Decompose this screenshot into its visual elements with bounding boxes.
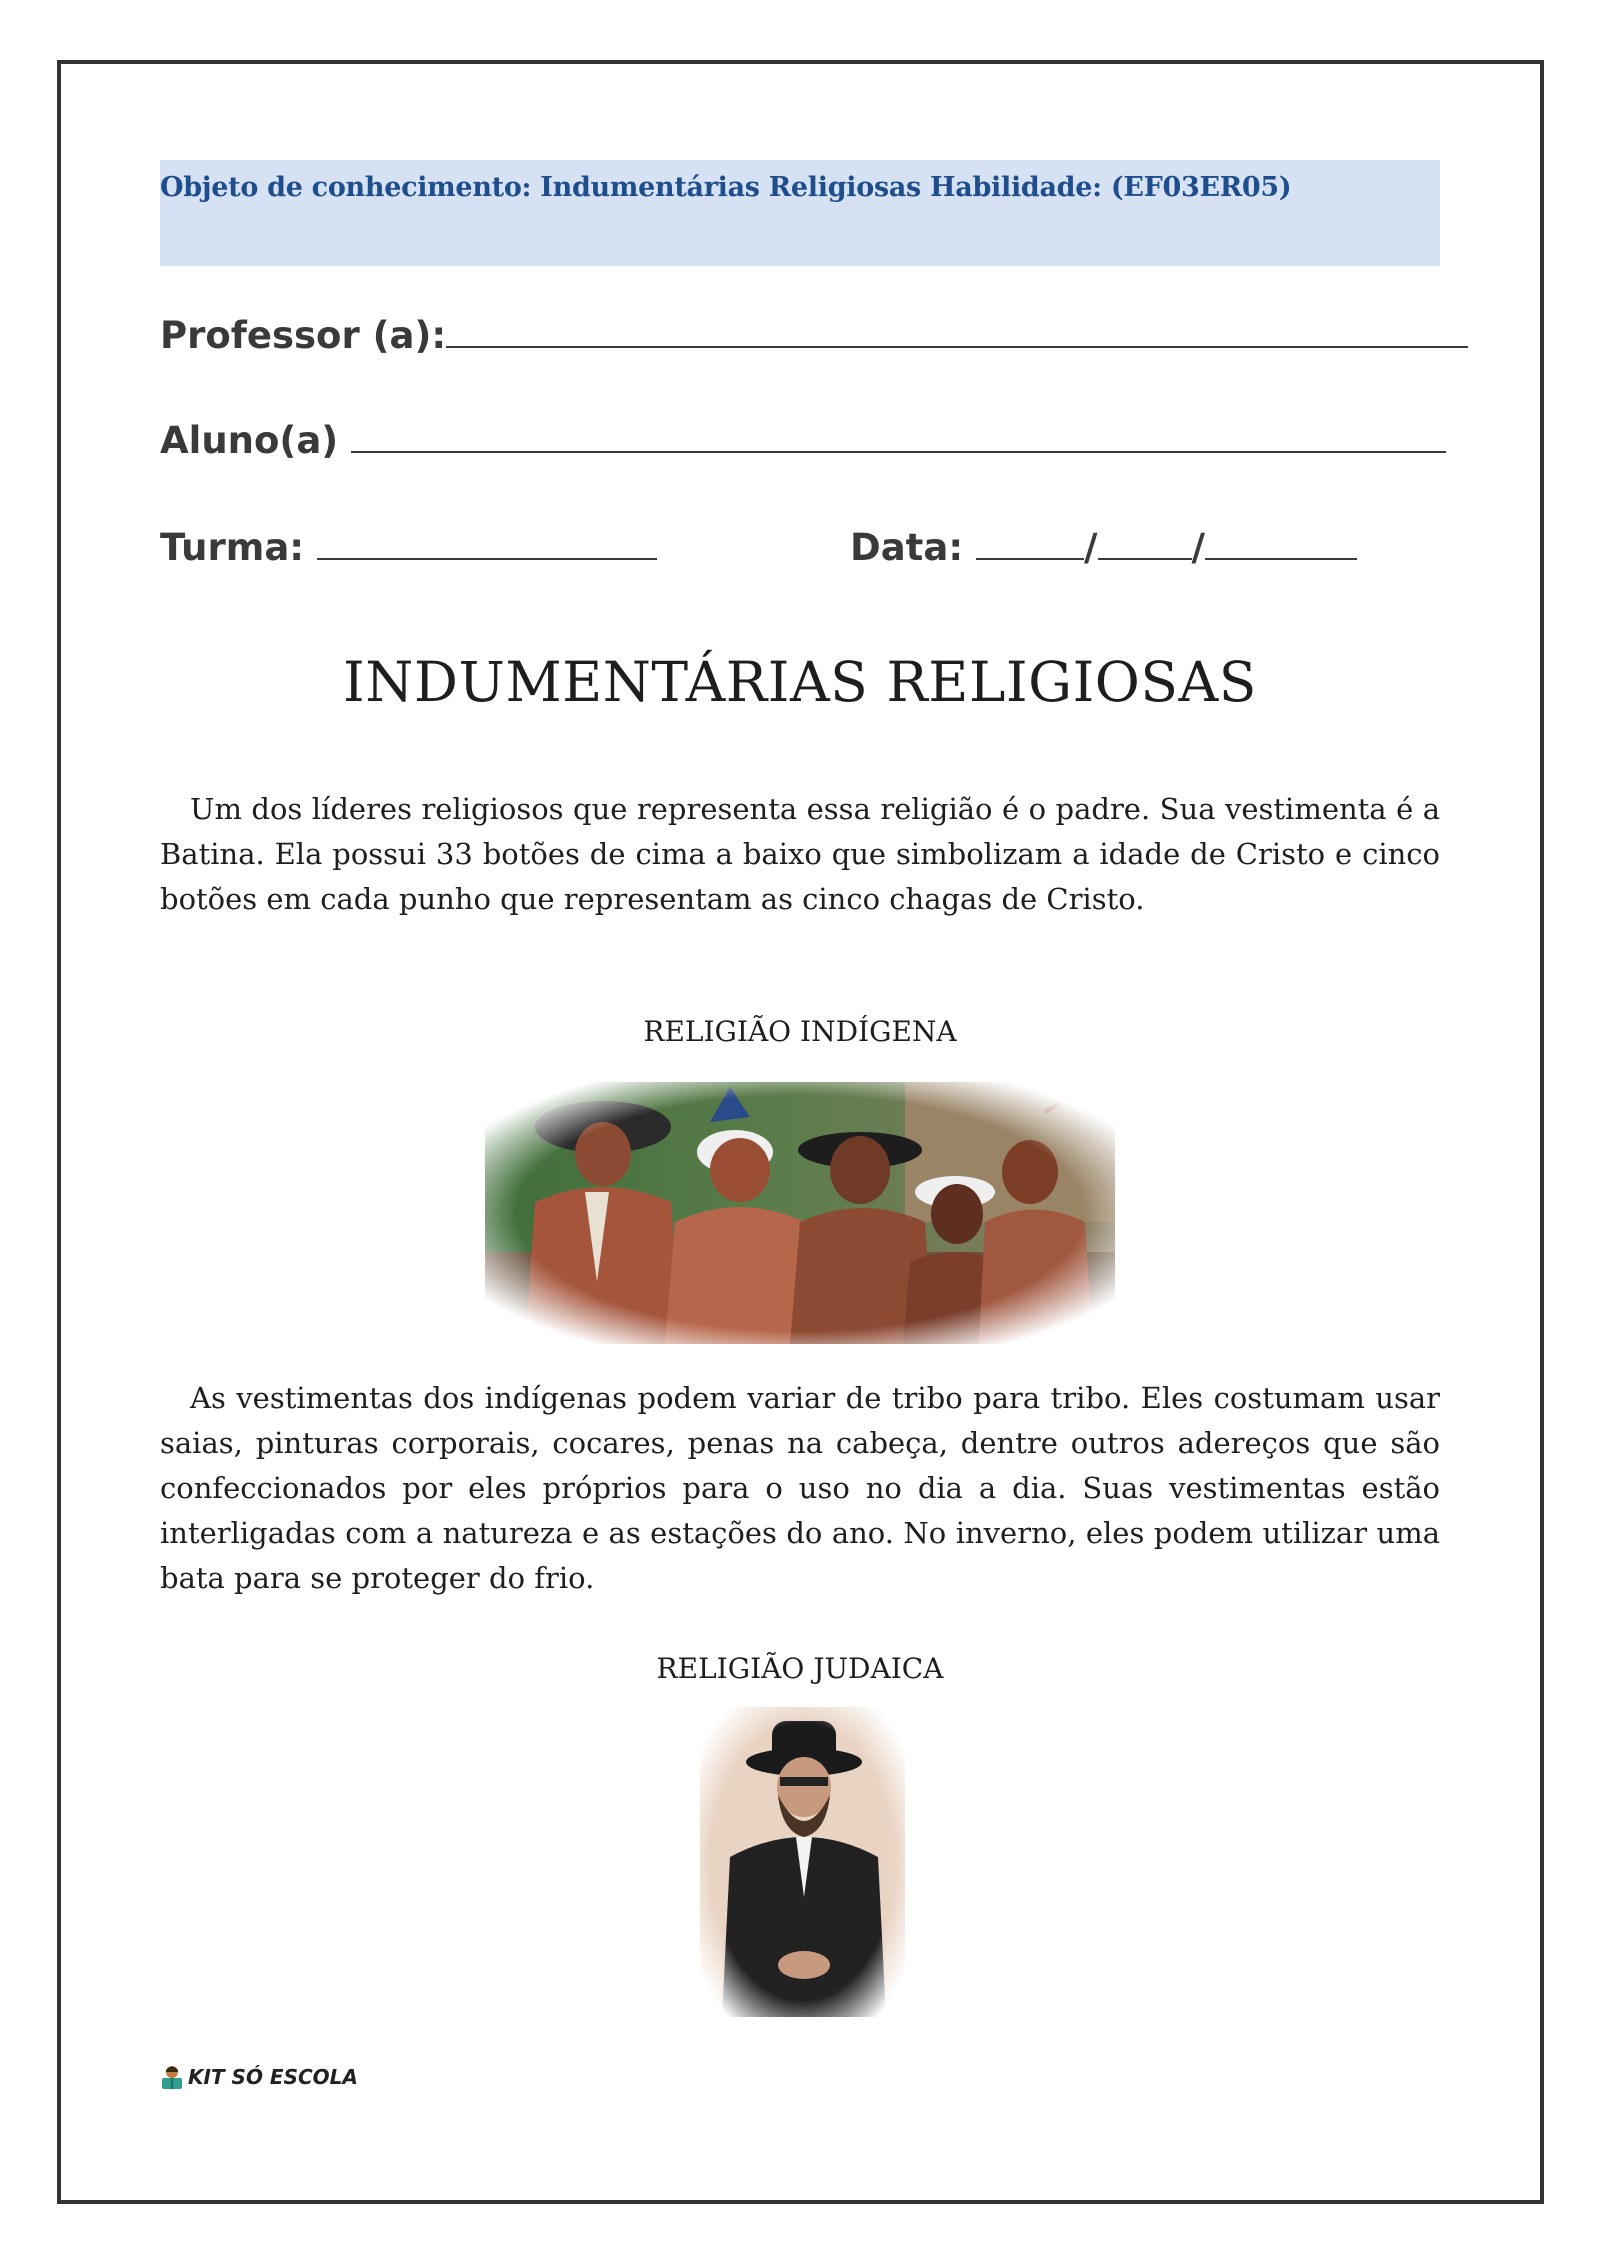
teacher-label: Professor (a):	[160, 314, 447, 357]
teacher-field	[160, 310, 1468, 357]
brand-name: KIT SÓ ESCOLA	[188, 2065, 358, 2089]
section-heading-indigenous: RELIGIÃO INDÍGENA	[643, 1015, 957, 1048]
indigenous-people-image	[485, 1082, 1115, 1344]
student-field	[160, 415, 1446, 462]
class-field	[160, 522, 657, 569]
date-separator: /	[1084, 526, 1098, 569]
student-label: Aluno(a)	[160, 419, 339, 462]
class-label: Turma:	[160, 526, 305, 569]
date-day-line[interactable]	[976, 522, 1084, 560]
class-blank-line[interactable]	[317, 522, 657, 560]
indigenous-paragraph: As vestimentas dos indígenas podem variar de tribo para tribo. Eles costumam usar saias, pinturas corporais, cocares, penas na cabeça, dentre outros adereços que são confeccionados por eles próprios para o uso no dia a dia. Suas vestimentas estão interligadas com a natureza e as estações do ano. No inverno, eles podem utilizar uma bata para se proteger do frio.	[160, 1381, 1440, 1595]
intro-paragraph: Um dos líderes religiosos que representa essa religião é o padre. Sua vestimenta é a Batina. Ela possui 33 botões de cima a baixo que simbolizam a idade de Cristo e cinco botões em cada punho que representam as cinco chagas de Cristo.	[160, 792, 1440, 916]
date-label: Data:	[850, 526, 964, 569]
student-blank-line[interactable]	[351, 415, 1446, 453]
page-title: INDUMENTÁRIAS RELIGIOSAS	[343, 650, 1257, 714]
brand-logo	[160, 2064, 358, 2090]
section-heading-jewish: RELIGIÃO JUDAICA	[656, 1652, 944, 1685]
date-separator: /	[1191, 526, 1206, 569]
date-month-line[interactable]	[1098, 522, 1192, 560]
date-year-line[interactable]	[1205, 522, 1357, 560]
date-field	[850, 522, 1357, 569]
teacher-blank-line[interactable]	[446, 310, 1468, 348]
rabbi-image	[700, 1707, 905, 2017]
objective-text: Objeto de conhecimento: Indumentárias Religiosas Habilidade: (EF03ER05)	[160, 172, 1292, 203]
kid-reading-icon	[160, 2064, 184, 2090]
